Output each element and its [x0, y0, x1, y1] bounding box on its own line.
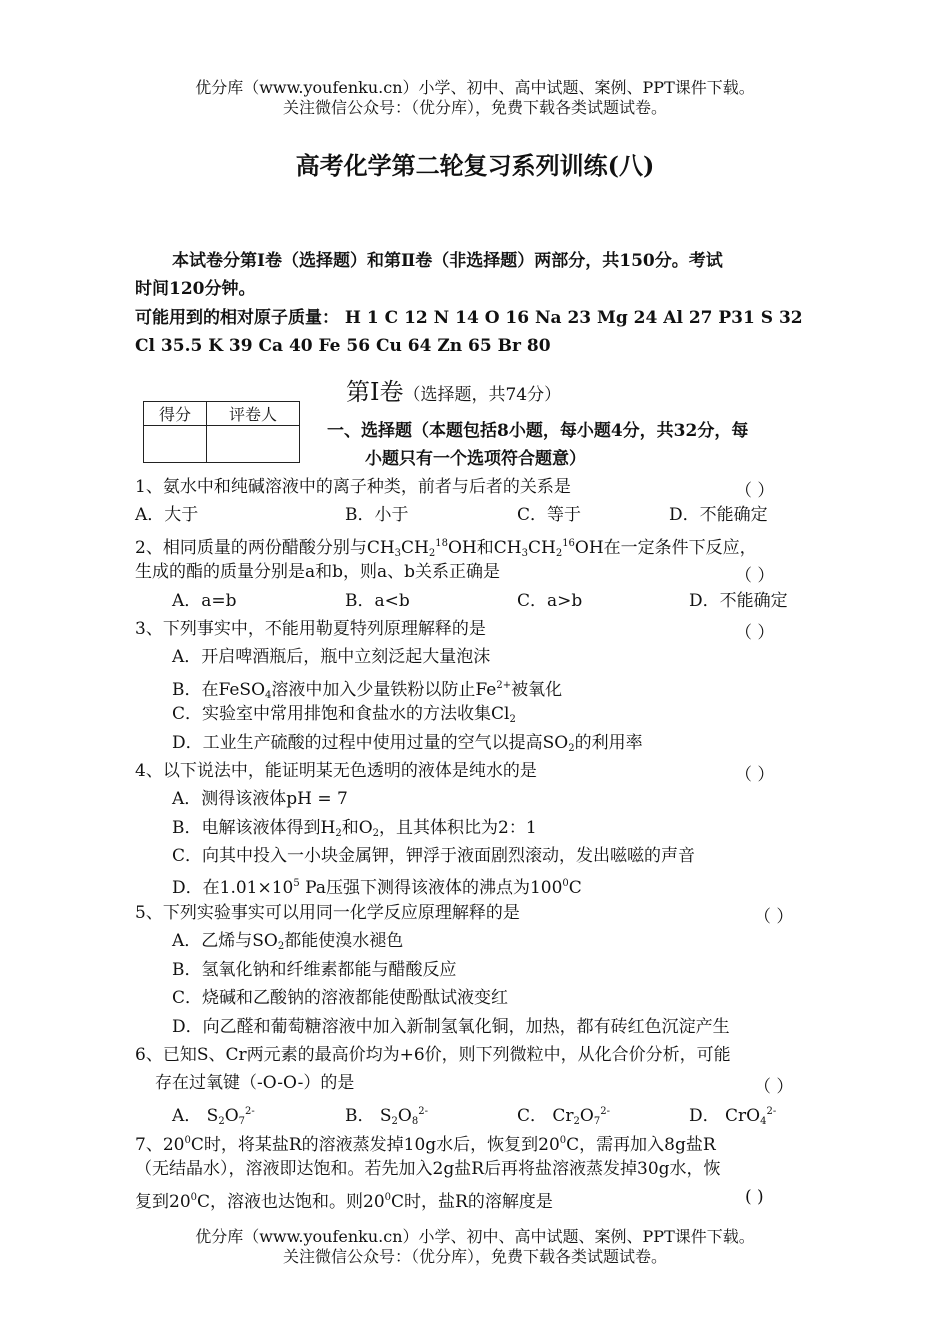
q3-c-pre: C．实验室中常用排饱和食盐水的方法收集Cl [172, 704, 510, 724]
q6-b-o: O [397, 1106, 412, 1126]
q2-oh-and: OH和CH [447, 538, 522, 558]
q3-b-pre: B．在FeSO [172, 680, 266, 700]
q6-c-sup: 2- [600, 1106, 610, 1117]
intro-line-2: 时间120分钟。 [135, 279, 256, 299]
q2-sub-3b: 3 [521, 548, 528, 559]
score-cell [144, 426, 207, 463]
q2-stem-line-2: 生成的酯的质量分别是a和b，则a、b关系正确是 [135, 562, 501, 582]
q6-option-c [517, 1101, 610, 1133]
q7-stem-line-3 [135, 1187, 553, 1213]
atomic-mass-line-1: 可能用到的相对原子质量： H 1 C 12 N 14 O 16 Na 23 Mg 24 Al 27 P31 S 32 [135, 308, 803, 328]
q2-ch-b: CH [527, 538, 556, 558]
q2-sup-16: 16 [562, 538, 575, 549]
q6-a-s2: 7 [238, 1116, 246, 1127]
q3-b-sub: 4 [265, 690, 272, 701]
q2-option-c: C．a>b [517, 591, 583, 611]
q3-answer-bracket: （ ） [735, 623, 775, 643]
q7-l3-b: C，溶液也达饱和。则20 [197, 1192, 385, 1212]
q4-d-end: C [568, 878, 582, 898]
q6-b-s2: 8 [411, 1116, 419, 1127]
q5-answer-bracket: （ ） [754, 907, 794, 927]
q6-d-pre: D． CrO [689, 1106, 761, 1126]
q5-option-a [172, 930, 403, 958]
score-table [143, 401, 300, 463]
q2-tail: OH在一定条件下反应， [574, 538, 757, 558]
q6-b-s1: 2 [391, 1116, 398, 1127]
q2-stem-text-a: 2、相同质量的两份醋酸分别与CH [135, 538, 395, 558]
q7-l1-b: C时，将某盐R的溶液蒸发掉10g水后，恢复到20 [190, 1135, 560, 1155]
q3-d-pre: D．工业生产硫酸的过程中使用过量的空气以提高SO [172, 733, 569, 753]
section-title [346, 372, 561, 407]
q7-l3-sup: 0 [190, 1192, 198, 1203]
q5-a-end: 都能使溴水褪色 [284, 931, 404, 951]
q6-c-o: O [579, 1106, 594, 1126]
q7-answer-bracket: ( ) [745, 1187, 764, 1207]
q4-answer-bracket: （ ） [735, 765, 775, 785]
q6-d-s: 4 [760, 1116, 767, 1127]
q3-option-c [172, 703, 516, 731]
q6-b-sup: 2- [418, 1106, 428, 1117]
q6-d-sup: 2- [766, 1106, 777, 1117]
q4-d-pre: D．在1.01×10 [172, 878, 294, 898]
q2-option-a: A．a=b [172, 591, 237, 611]
q4-b-mid: 和O [341, 818, 373, 838]
q4-option-a: A．测得该液体pH = 7 [172, 789, 348, 809]
q6-c-pre: C． Cr [517, 1106, 574, 1126]
q3-d-end: 的利用率 [574, 733, 643, 753]
grader-cell [207, 426, 300, 463]
q4-b-pre: B．电解该液体得到H [172, 818, 336, 838]
q7-l3-a: 复到20 [135, 1192, 191, 1212]
footer-line-1: 优分库（www.youfenku.cn）小学、初中、高中试题、案例、PPT课件下载。 [195, 1227, 755, 1246]
q3-option-a: A．开启啤酒瓶后，瓶中立刻泛起大量泡沫 [172, 647, 491, 667]
q6-option-b [345, 1101, 428, 1133]
q4-d-sup: 5 [293, 878, 300, 889]
page-title: 高考化学第二轮复习系列训练(八) [295, 151, 655, 180]
q3-b-end: 被氧化 [511, 680, 563, 700]
q6-a-pre: A． S [172, 1106, 219, 1126]
q3-option-d [172, 732, 643, 760]
q7-stem-line-1 [135, 1130, 716, 1156]
q1-option-a: A．大于 [135, 505, 199, 525]
section-title-main: 第Ⅰ卷 [346, 378, 404, 406]
q1-option-d: D．不能确定 [669, 505, 768, 525]
q6-a-sup: 2- [245, 1106, 255, 1117]
q4-b-sub2: 2 [372, 828, 380, 839]
q2-sup-18: 18 [435, 538, 448, 549]
q6-b-pre: B． S [345, 1106, 392, 1126]
q2-sub-2b: 2 [555, 548, 563, 559]
q4-b-sub1: 2 [335, 828, 342, 839]
q7-l1-sup: 0 [184, 1135, 191, 1146]
q1-stem: 1、氨水中和纯碱溶液中的离子种类，前者与后者的关系是 [135, 477, 571, 497]
q6-c-s2: 7 [593, 1116, 601, 1127]
q2-option-b: B．a<b [345, 591, 410, 611]
atomic-mass-line-2: Cl 35.5 K 39 Ca 40 Fe 56 Cu 64 Zn 65 Br 80 [135, 336, 551, 356]
q5-a-sub: 2 [277, 941, 285, 952]
intro-line-1: 本试卷分第Ⅰ卷（选择题）和第Ⅱ卷（非选择题）两部分，共150分。考试 [172, 251, 723, 271]
q3-c-sub: 2 [509, 714, 516, 725]
q2-ch-a: CH [401, 538, 429, 558]
section-title-sub: （选择题，共74分） [403, 385, 562, 405]
q4-option-b [172, 817, 537, 845]
q6-c-s1: 2 [573, 1116, 580, 1127]
q6-answer-bracket: （ ） [754, 1077, 794, 1097]
part-heading-line-2: 小题只有一个选项符合题意） [365, 449, 586, 469]
q4-d-sup2: 0 [562, 878, 569, 889]
part-heading-line-1: 一、选择题（本题包括8小题，每小题4分，共32分，每 [327, 421, 749, 441]
q5-option-d: D．向乙醛和葡萄糖溶液中加入新制氢氧化铜，加热，都有砖红色沉淀产生 [172, 1017, 730, 1037]
header-line-2: 关注微信公众号：（优分库），免费下载各类试题试卷。 [282, 98, 667, 117]
q7-l3-sup2: 0 [384, 1192, 392, 1203]
q7-l3-c: C时，盐R的溶解度是 [391, 1192, 553, 1212]
q4-d-mid: Pa压强下测得该液体的沸点为100 [299, 878, 563, 898]
q3-stem: 3、下列事实中，不能用勒夏特列原理解释的是 [135, 619, 486, 639]
q3-b-mid: 溶液中加入少量铁粉以防止Fe [271, 680, 497, 700]
q6-stem-line-1: 6、已知S、Cr两元素的最高价均为+6价，则下列微粒中，从化合价分析，可能 [135, 1045, 731, 1065]
q5-stem: 5、下列实验事实可以用同一化学反应原理解释的是 [135, 903, 520, 923]
q5-a-pre: A．乙烯与SO [172, 931, 278, 951]
q7-l1-c: C，需再加入8g盐R [566, 1135, 716, 1155]
q1-answer-bracket: （ ） [735, 481, 775, 501]
q4-option-c: C．向其中投入一小块金属钾，钾浮于液面剧烈滚动，发出嗞嗞的声音 [172, 846, 696, 866]
score-header: 得分 [144, 402, 207, 426]
q5-option-b: B．氢氧化钠和纤维素都能与醋酸反应 [172, 960, 457, 980]
q6-a-o: O [224, 1106, 239, 1126]
q4-b-end: ，且其体积比为2：1 [379, 818, 537, 838]
footer-line-2: 关注微信公众号：（优分库），免费下载各类试题试卷。 [282, 1247, 667, 1266]
grader-header: 评卷人 [207, 402, 300, 426]
q4-option-d [172, 873, 582, 899]
q6-option-a [172, 1101, 255, 1133]
q2-option-d: D．不能确定 [689, 591, 788, 611]
q5-option-c: C．烧碱和乙酸钠的溶液都能使酚酞试液变红 [172, 988, 509, 1008]
q1-option-c: C．等于 [517, 505, 582, 525]
q7-l1-sup2: 0 [559, 1135, 567, 1146]
q6-option-d [689, 1101, 776, 1133]
header-line-1: 优分库（www.youfenku.cn）小学、初中、高中试题、案例、PPT课件下载。 [195, 78, 755, 97]
q2-sub-2a: 2 [428, 548, 436, 559]
q7-stem-line-2: （无结晶水），溶液即达饱和。若先加入2g盐R后再将盐溶液蒸发掉30g水，恢 [135, 1159, 721, 1179]
q3-d-sub: 2 [568, 743, 575, 754]
q2-sub-3a: 3 [394, 548, 402, 559]
q1-option-b: B．小于 [345, 505, 409, 525]
q7-l1-a: 7、20 [135, 1135, 185, 1155]
q6-a-s1: 2 [218, 1116, 225, 1127]
q6-stem-line-2: 存在过氧键（-O-O-）的是 [155, 1073, 355, 1093]
q4-stem: 4、以下说法中，能证明某无色透明的液体是纯水的是 [135, 761, 537, 781]
q2-answer-bracket: （ ） [735, 566, 775, 586]
q3-b-sup: 2+ [496, 680, 512, 691]
